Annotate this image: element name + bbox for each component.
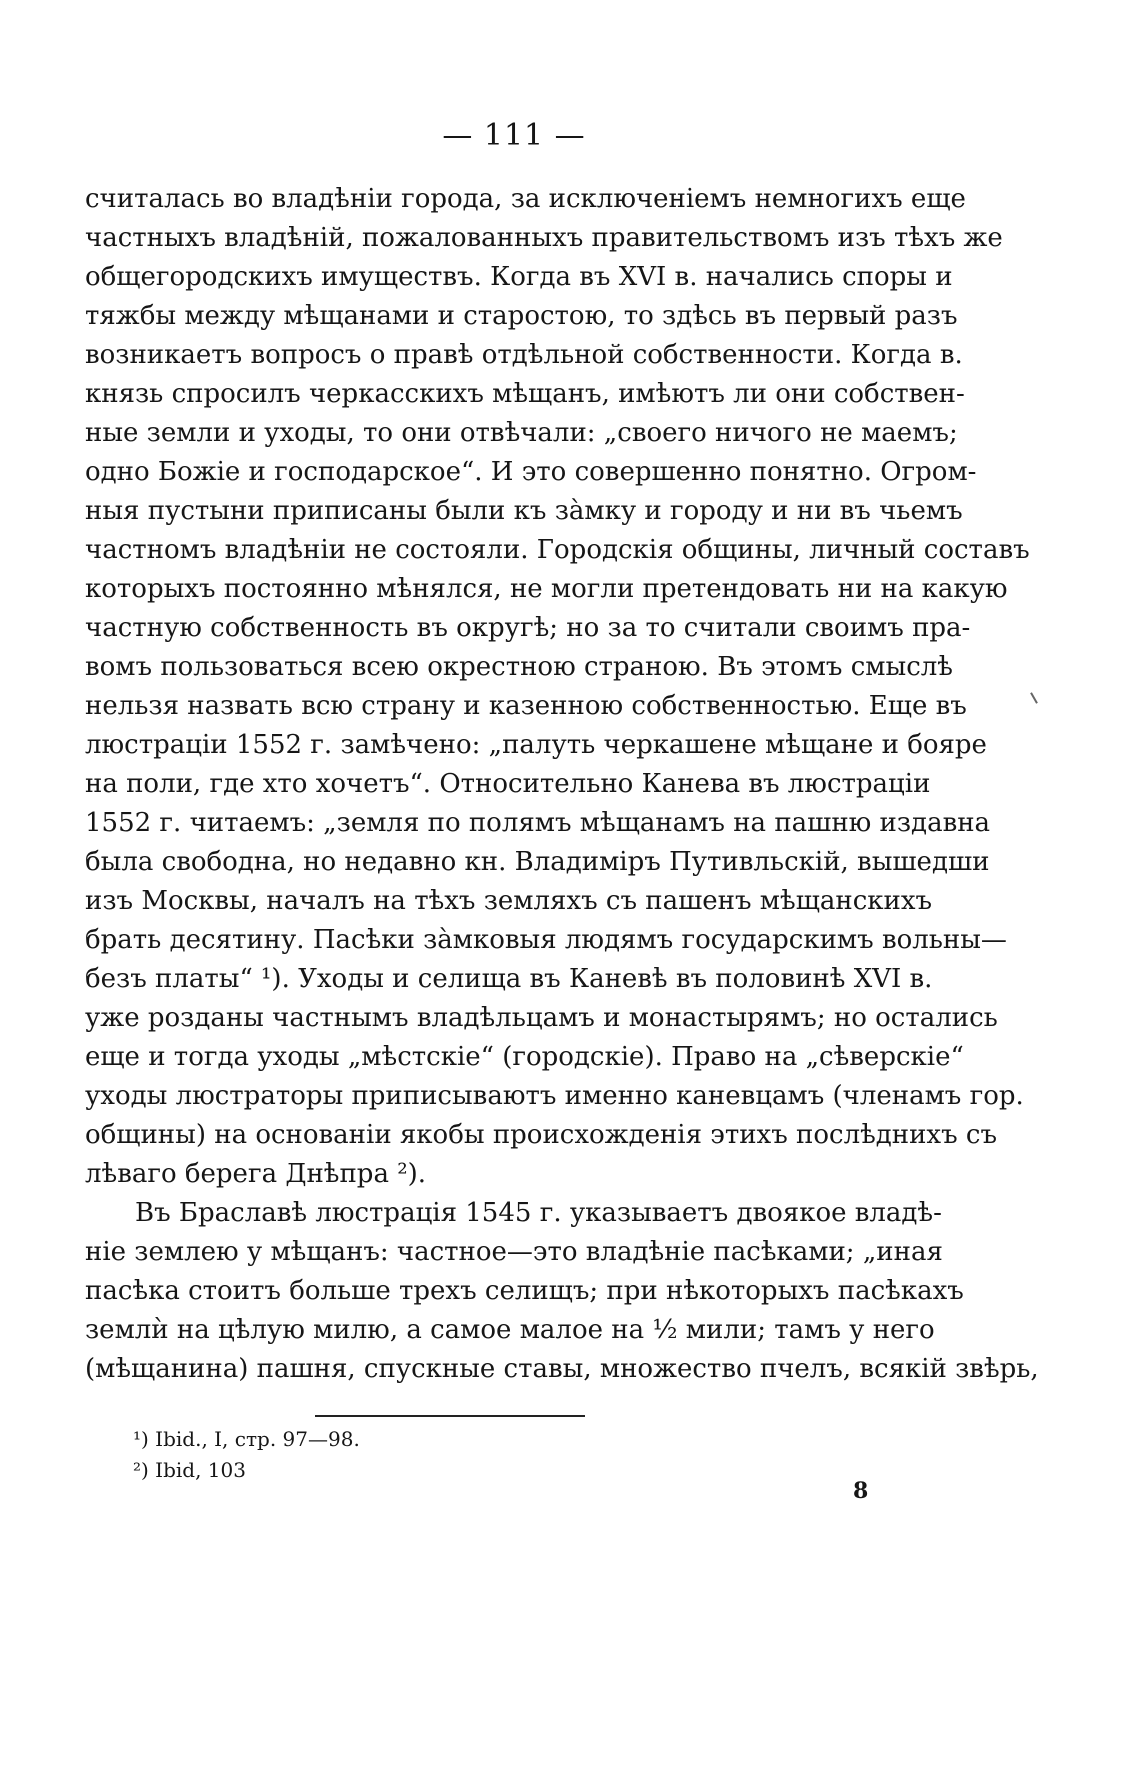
text-line: уходы люстраторы приписываютъ именно каневцамъ (членамъ гор. (85, 1081, 1024, 1111)
text-line: изъ Москвы, началъ на тѣхъ земляхъ съ пашенъ мѣщанскихъ (85, 886, 933, 916)
footnotes (133, 1424, 360, 1486)
text-line: частную собственность въ округѣ; но за то считали своимъ пра- (85, 613, 971, 643)
text-line: общины) на основаніи якобы происхожденія этихъ послѣднихъ съ (85, 1120, 998, 1150)
text-line: пасѣка стоитъ больше трехъ селищъ; при нѣкоторыхъ пасѣкахъ (85, 1276, 964, 1306)
text-line: вомъ пользоваться всею окрестною страною. Въ этомъ смыслѣ (85, 652, 953, 682)
text-line: ные земли и уходы, то они отвѣчали: „своего ничого не маемъ; (85, 418, 958, 448)
text-line: люстраціи 1552 г. замѣчено: „палуть черкашене мѣщане и бояре (85, 730, 987, 760)
text-line: еще и тогда уходы „мѣстскіе“ (городскіе). Право на „сѣверскіе“ (85, 1042, 964, 1072)
text-line: частномъ владѣніи не состояли. Городскія общины, личный составъ (85, 535, 1030, 565)
text-line: тяжбы между мѣщанами и старостою, то здѣсь въ первый разъ (85, 301, 958, 331)
text-line: общегородскихъ имуществъ. Когда въ XVI в. начались споры и (85, 262, 953, 292)
scan-speck (1030, 692, 1038, 703)
text-line: которыхъ постоянно мѣнялся, не могли претендовать ни на какую (85, 574, 1008, 604)
text-line: (мѣщанина) пашня, спускные ставы, множество пчелъ, всякій звѣрь, (85, 1354, 1039, 1384)
text-line: 1552 г. читаемъ: „земля по полямъ мѣщанамъ на пашню издавна (85, 808, 991, 838)
text-line: князь спросилъ черкасскихъ мѣщанъ, имѣютъ ли они собствен- (85, 379, 965, 409)
signature-mark: 8 (853, 1478, 869, 1504)
footnote-divider (315, 1415, 585, 1417)
body-text (85, 180, 1039, 1389)
page-number: — 111 — (442, 118, 586, 153)
text-line: ніе землею у мѣщанъ: частное—это владѣніе пасѣками; „иная (85, 1237, 943, 1267)
text-line: брать десятину. Пасѣки зàмковыя людямъ государскимъ вольны— (85, 925, 1007, 955)
text-line: на поли, где хто хочетъ“. Относительно Канева въ люстраціи (85, 769, 931, 799)
text-line: частныхъ владѣній, пожалованныхъ правительствомъ изъ тѣхъ же (85, 223, 1003, 253)
footnote-1: ¹) Ibid., I, стр. 97—98. (133, 1427, 360, 1451)
text-line: ныя пустыни приписаны были къ зàмку и городу и ни въ чьемъ (85, 496, 963, 526)
text-line: нельзя назвать всю страну и казенною собственностью. Еще въ (85, 691, 967, 721)
text-line: землѝ на цѣлую милю, а самое малое на ½ мили; тамъ у него (85, 1315, 935, 1345)
text-line: была свободна, но недавно кн. Владиміръ Путивльскій, вышедши (85, 847, 990, 877)
text-line: одно Божіе и господарское“. И это совершенно понятно. Огром- (85, 457, 977, 487)
footnote-2: ²) Ibid, 103 (133, 1458, 246, 1482)
text-line: безъ платы“ ¹). Уходы и селища въ Каневѣ въ половинѣ XVI в. (85, 964, 933, 994)
text-line: возникаетъ вопросъ о правѣ отдѣльной собственности. Когда в. (85, 340, 963, 370)
paragraph-start-line: Въ Браславѣ люстрація 1545 г. указываетъ двоякое владѣ- (135, 1198, 942, 1228)
text-line: уже розданы частнымъ владѣльцамъ и монастырямъ; но остались (85, 1003, 998, 1033)
paragraph-end-line: лѣваго берега Днѣпра ²). (85, 1159, 427, 1189)
text-line: считалась во владѣніи города, за исключеніемъ немногихъ еще (85, 184, 966, 214)
